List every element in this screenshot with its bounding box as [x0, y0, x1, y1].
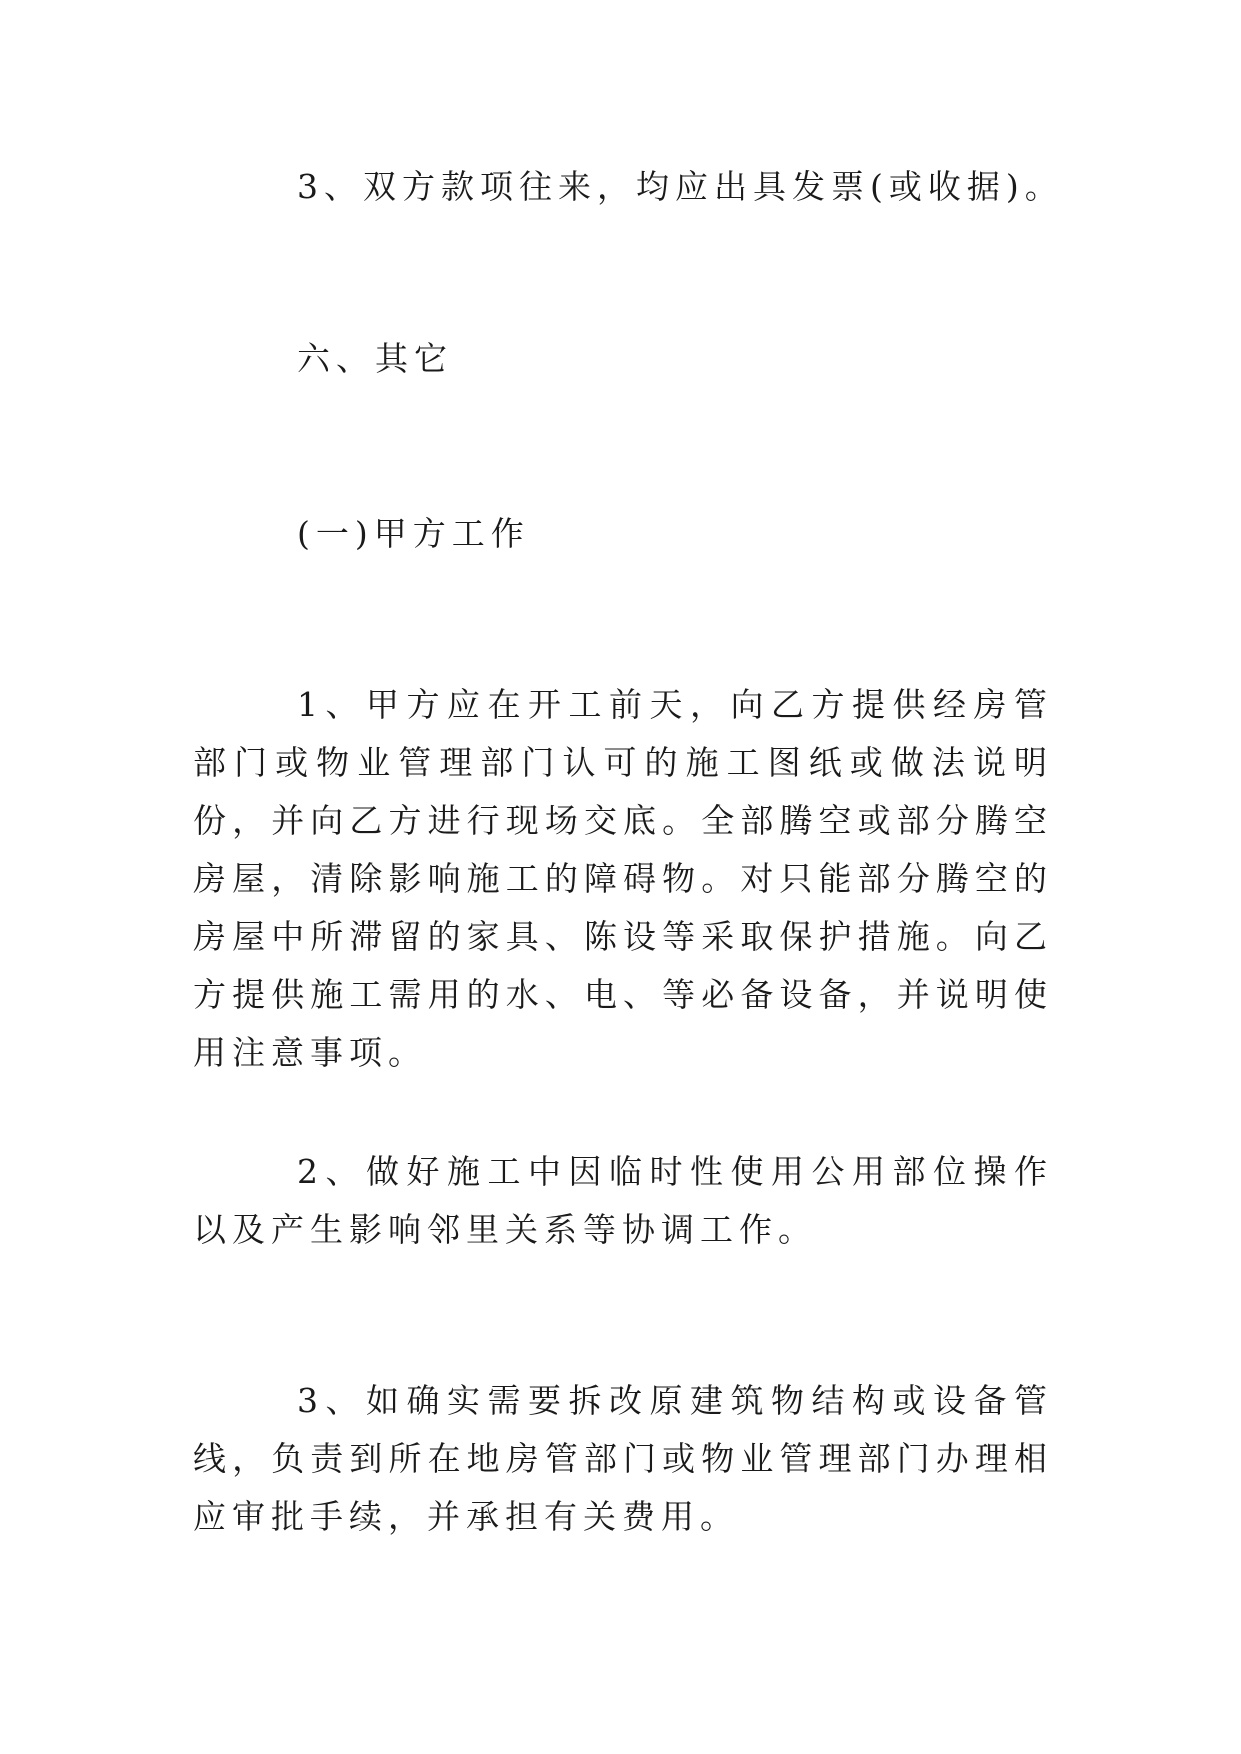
party-a-duty-1: 1、甲方应在开工前天，向乙方提供经房管部门或物业管理部门认可的施工图纸或做法说明份，并向乙方进行现场交底。全部腾空或部分腾空房屋，清除影响施工的障碍物。对只能部分腾空的房屋中所滞留的家具、陈设等采取保护措施。向乙方提供施工需用的水、电、等必备设备，并说明使用注意事项。: [193, 685, 1053, 1072]
subsection-heading-party-a-work: (一)甲方工作: [297, 514, 530, 553]
section-heading-other: 六、其它: [297, 339, 453, 378]
party-a-duty-3: 3、如确实需要拆改原建筑物结构或设备管线，负责到所在地房管部门或物业管理部门办理相应审批手续，并承担有关费用。: [193, 1381, 1053, 1536]
party-a-duty-2: 2、做好施工中因临时性使用公用部位操作以及产生影响邻里关系等协调工作。: [193, 1152, 1053, 1249]
payment-invoice-clause: 3、双方款项往来，均应出具发票(或收据)。: [297, 167, 1064, 206]
